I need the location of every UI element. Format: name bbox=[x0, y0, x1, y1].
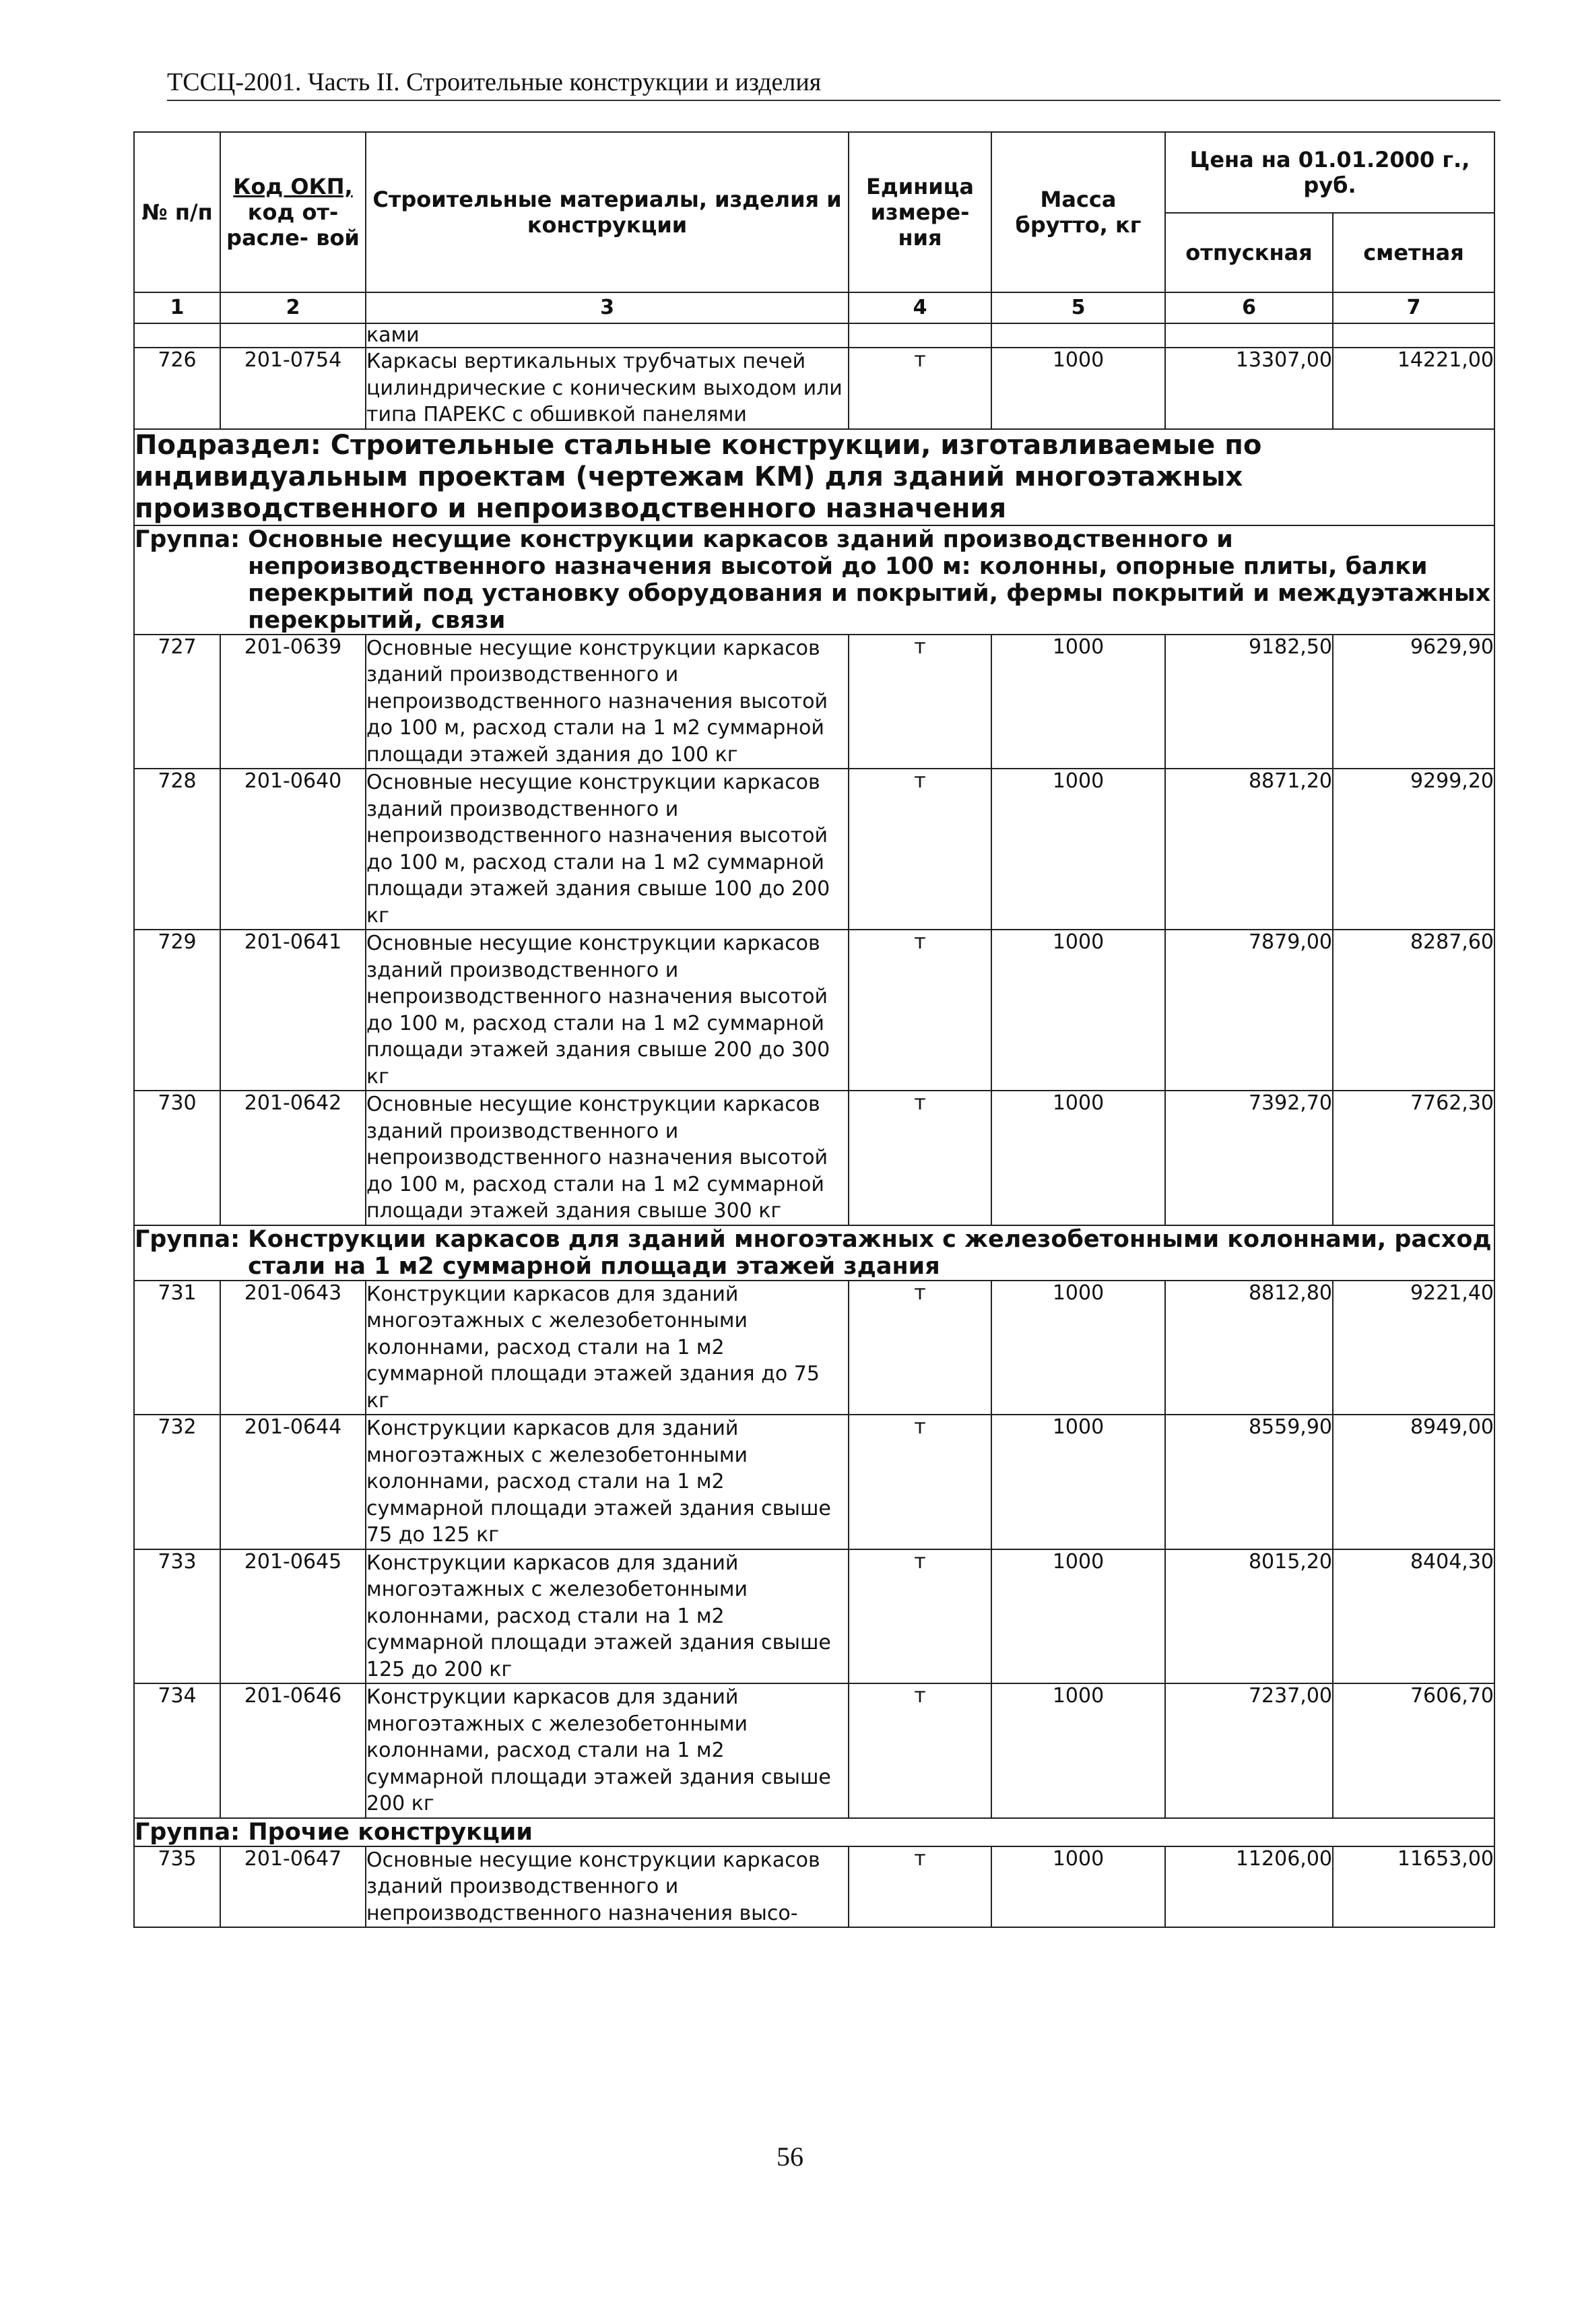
cell-code: 201-0639 bbox=[220, 635, 366, 769]
cell-no: 728 bbox=[134, 769, 220, 930]
cell-no: 730 bbox=[134, 1091, 220, 1225]
subsection-title: Строительные стальные конструкции, изготавливаемые по индивидуальным проектам (чертежам КМ) для зданий многоэтажных производственного и непроизводственного назначения bbox=[135, 429, 1262, 524]
cell-price-estimate: 8404,30 bbox=[1333, 1549, 1494, 1684]
cell-price-estimate bbox=[1333, 323, 1494, 348]
table-row bbox=[134, 635, 1494, 769]
cell-price-estimate: 7606,70 bbox=[1333, 1683, 1494, 1818]
cell-price-estimate: 9221,40 bbox=[1333, 1281, 1494, 1415]
cell-mass: 1000 bbox=[991, 348, 1165, 429]
group-heading bbox=[134, 525, 1494, 635]
page-number: 56 bbox=[777, 2141, 803, 2172]
running-header: ТССЦ-2001. Часть II. Строительные конструкции и изделия bbox=[167, 67, 1501, 101]
cell-code: 201-0645 bbox=[220, 1549, 366, 1684]
cell-unit: т bbox=[849, 1549, 991, 1684]
cell-unit: т bbox=[849, 635, 991, 769]
cell-price-release: 9182,50 bbox=[1165, 635, 1333, 769]
cell-code: 201-0641 bbox=[220, 930, 366, 1091]
cell-no: 734 bbox=[134, 1683, 220, 1818]
continuation-row bbox=[134, 323, 1494, 348]
header-code-okp: Код ОКП, bbox=[233, 174, 353, 199]
header-no: № п/п bbox=[134, 132, 220, 292]
cell-price-release: 8559,90 bbox=[1165, 1415, 1333, 1549]
cell-mass: 1000 bbox=[991, 1683, 1165, 1818]
column-number: 5 bbox=[991, 292, 1165, 323]
cell-unit: т bbox=[849, 930, 991, 1091]
header-mass: Масса брутто, кг bbox=[991, 132, 1165, 292]
header-name: Строительные материалы, изделия и конструкции bbox=[366, 132, 849, 292]
cell-price-release: 7392,70 bbox=[1165, 1091, 1333, 1225]
cell-code: 201-0643 bbox=[220, 1281, 366, 1415]
cell-name: Основные несущие конструкции каркасов зданий производственного и непроизводственного назначения высотой до 100 м, расход стали на 1 м2 суммарной площади этажей здания свыше 300 кг bbox=[366, 1091, 849, 1225]
cell-no: 732 bbox=[134, 1415, 220, 1549]
group-heading bbox=[134, 1818, 1494, 1846]
column-number: 6 bbox=[1165, 292, 1333, 323]
group-label: Группа: bbox=[135, 525, 240, 553]
cell-name: Основные несущие конструкции каркасов зданий производственного и непроизводственного назначения высотой до 100 м, расход стали на 1 м2 суммарной площади этажей здания свыше 100 до 200 кг bbox=[366, 769, 849, 930]
cell-unit: т bbox=[849, 1415, 991, 1549]
price-table bbox=[133, 131, 1495, 1928]
cell-unit: т bbox=[849, 1281, 991, 1415]
group-title: Прочие конструкции bbox=[248, 1818, 533, 1846]
table-row bbox=[134, 1549, 1494, 1684]
group-row bbox=[134, 1225, 1494, 1281]
cell-price-release: 8871,20 bbox=[1165, 769, 1333, 930]
cell-name: Конструкции каркасов для зданий многоэтажных с железобетонными колоннами, расход стали на 1 м2 суммарной площади этажей здания до 75 кг bbox=[366, 1281, 849, 1415]
group-heading bbox=[134, 1225, 1494, 1281]
cell-name: Основные несущие конструкции каркасов зданий производственного и непроизводственного назначения высотой до 100 м, расход стали на 1 м2 суммарной площади этажей здания свыше 200 до 300 кг bbox=[366, 930, 849, 1091]
cell-mass: 1000 bbox=[991, 1091, 1165, 1225]
cell-name: ками bbox=[366, 323, 849, 348]
cell-no: 733 bbox=[134, 1549, 220, 1684]
cell-no: 731 bbox=[134, 1281, 220, 1415]
cell-code: 201-0640 bbox=[220, 769, 366, 930]
cell-code bbox=[220, 323, 366, 348]
cell-no: 726 bbox=[134, 348, 220, 429]
column-number: 2 bbox=[220, 292, 366, 323]
column-number: 7 bbox=[1333, 292, 1494, 323]
cell-no: 735 bbox=[134, 1846, 220, 1928]
table-row bbox=[134, 348, 1494, 429]
cell-unit: т bbox=[849, 1091, 991, 1225]
cell-name: Конструкции каркасов для зданий многоэтажных с железобетонными колоннами, расход стали на 1 м2 суммарной площади этажей здания свыше 125 до 200 кг bbox=[366, 1549, 849, 1684]
cell-code: 201-0642 bbox=[220, 1091, 366, 1225]
subsection-label: Подраздел: bbox=[135, 429, 321, 461]
cell-price-release bbox=[1165, 323, 1333, 348]
cell-price-release: 8812,80 bbox=[1165, 1281, 1333, 1415]
cell-name: Конструкции каркасов для зданий многоэтажных с железобетонными колоннами, расход стали на 1 м2 суммарной площади этажей здания свыше 75 до 125 кг bbox=[366, 1415, 849, 1549]
cell-price-estimate: 9299,20 bbox=[1333, 769, 1494, 930]
header-price-estimate: сметная bbox=[1333, 213, 1494, 292]
header-price-group: Цена на 01.01.2000 г., руб. bbox=[1165, 132, 1494, 213]
cell-unit: т bbox=[849, 348, 991, 429]
column-number: 1 bbox=[134, 292, 220, 323]
cell-code: 201-0644 bbox=[220, 1415, 366, 1549]
group-row bbox=[134, 1818, 1494, 1846]
cell-price-release: 7879,00 bbox=[1165, 930, 1333, 1091]
cell-price-release: 13307,00 bbox=[1165, 348, 1333, 429]
column-number: 3 bbox=[366, 292, 849, 323]
table-row bbox=[134, 1281, 1494, 1415]
cell-no bbox=[134, 323, 220, 348]
table-row bbox=[134, 1415, 1494, 1549]
cell-mass: 1000 bbox=[991, 769, 1165, 930]
cell-price-release: 11206,00 bbox=[1165, 1846, 1333, 1928]
group-label: Группа: bbox=[135, 1225, 240, 1253]
column-number: 4 bbox=[849, 292, 991, 323]
header-unit: Единица измере- ния bbox=[849, 132, 991, 292]
cell-price-release: 8015,20 bbox=[1165, 1549, 1333, 1684]
cell-name: Каркасы вертикальных трубчатых печей цилиндрические с коническим выходом или типа ПАРЕКС с обшивкой панелями bbox=[366, 348, 849, 429]
table-row bbox=[134, 1846, 1494, 1928]
group-label: Группа: bbox=[135, 1818, 240, 1846]
header-code-branch: код от- расле- вой bbox=[226, 199, 360, 251]
cell-mass: 1000 bbox=[991, 930, 1165, 1091]
subsection-row bbox=[134, 429, 1494, 525]
cell-price-release: 7237,00 bbox=[1165, 1683, 1333, 1818]
cell-price-estimate: 8949,00 bbox=[1333, 1415, 1494, 1549]
group-title: Основные несущие конструкции каркасов зданий производственного и непроизводственного назначения высотой до 100 м: колонны, опорные плиты, балки перекрытий под установку оборудования и покрытий, фермы покрытий и междуэтажных перекрытий, связи bbox=[248, 525, 1491, 634]
group-row bbox=[134, 525, 1494, 635]
table-row bbox=[134, 930, 1494, 1091]
cell-name: Основные несущие конструкции каркасов зданий производственного и непроизводственного назначения высотой до 100 м, расход стали на 1 м2 суммарной площади этажей здания до 100 кг bbox=[366, 635, 849, 769]
cell-mass: 1000 bbox=[991, 1415, 1165, 1549]
cell-mass: 1000 bbox=[991, 635, 1165, 769]
cell-no: 727 bbox=[134, 635, 220, 769]
cell-price-estimate: 8287,60 bbox=[1333, 930, 1494, 1091]
header-price-release: отпускная bbox=[1165, 213, 1333, 292]
cell-name: Основные несущие конструкции каркасов зданий производственного и непроизводственного назначения высо- bbox=[366, 1846, 849, 1928]
cell-unit: т bbox=[849, 1683, 991, 1818]
cell-unit: т bbox=[849, 1846, 991, 1928]
subsection-heading bbox=[134, 429, 1494, 525]
cell-code: 201-0646 bbox=[220, 1683, 366, 1818]
cell-unit: т bbox=[849, 769, 991, 930]
table-row bbox=[134, 769, 1494, 930]
cell-price-estimate: 7762,30 bbox=[1333, 1091, 1494, 1225]
header-code bbox=[220, 132, 366, 292]
cell-price-estimate: 9629,90 bbox=[1333, 635, 1494, 769]
cell-code: 201-0754 bbox=[220, 348, 366, 429]
cell-price-estimate: 11653,00 bbox=[1333, 1846, 1494, 1928]
cell-unit bbox=[849, 323, 991, 348]
table-row bbox=[134, 1091, 1494, 1225]
column-number-row bbox=[134, 292, 1494, 323]
group-title: Конструкции каркасов для зданий многоэтажных с железобетонными колоннами, расход стали на 1 м2 суммарной площади этажей здания bbox=[248, 1225, 1492, 1280]
cell-mass: 1000 bbox=[991, 1846, 1165, 1928]
cell-mass: 1000 bbox=[991, 1549, 1165, 1684]
table-row bbox=[134, 1683, 1494, 1818]
cell-price-estimate: 14221,00 bbox=[1333, 348, 1494, 429]
cell-mass bbox=[991, 323, 1165, 348]
cell-name: Конструкции каркасов для зданий многоэтажных с железобетонными колоннами, расход стали на 1 м2 суммарной площади этажей здания свыше 200 кг bbox=[366, 1683, 849, 1818]
cell-mass: 1000 bbox=[991, 1281, 1165, 1415]
header-row-top bbox=[134, 132, 1494, 213]
cell-code: 201-0647 bbox=[220, 1846, 366, 1928]
cell-no: 729 bbox=[134, 930, 220, 1091]
